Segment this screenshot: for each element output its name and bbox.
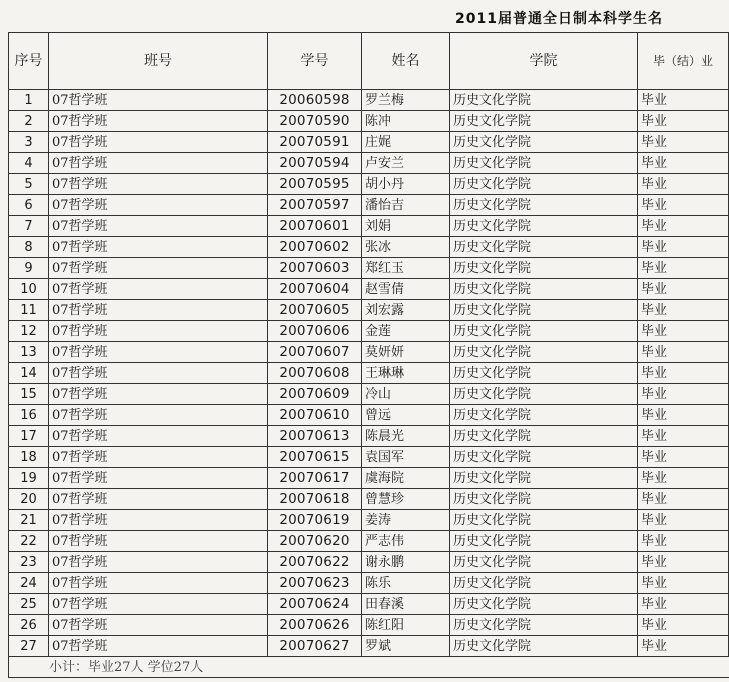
cell-seq: 21 [9, 510, 49, 531]
cell-status: 毕业 [638, 531, 729, 552]
cell-class: 07哲学班 [49, 594, 268, 615]
cell-name: 袁国军 [362, 447, 450, 468]
cell-student-id: 20070597 [268, 195, 362, 216]
cell-status: 毕业 [638, 384, 729, 405]
cell-seq: 7 [9, 216, 49, 237]
cell-class: 07哲学班 [49, 216, 268, 237]
cell-class: 07哲学班 [49, 573, 268, 594]
cell-class: 07哲学班 [49, 258, 268, 279]
table-row [9, 153, 729, 174]
cell-seq: 12 [9, 321, 49, 342]
cell-status: 毕业 [638, 363, 729, 384]
table-row [9, 321, 729, 342]
cell-status: 毕业 [638, 468, 729, 489]
cell-name: 陈乐 [362, 573, 450, 594]
cell-college: 历史文化学院 [450, 468, 638, 489]
cell-status: 毕业 [638, 510, 729, 531]
cell-college: 历史文化学院 [450, 279, 638, 300]
table-row [9, 237, 729, 258]
cell-seq: 4 [9, 153, 49, 174]
cell-seq: 24 [9, 573, 49, 594]
cell-status: 毕业 [638, 90, 729, 111]
table-row [9, 510, 729, 531]
cell-name: 虞海院 [362, 468, 450, 489]
cell-class: 07哲学班 [49, 90, 268, 111]
table-body [9, 90, 729, 657]
cell-college: 历史文化学院 [450, 426, 638, 447]
cell-college: 历史文化学院 [450, 195, 638, 216]
cell-class: 07哲学班 [49, 636, 268, 657]
table-row [9, 384, 729, 405]
cell-class: 07哲学班 [49, 279, 268, 300]
cell-status: 毕业 [638, 636, 729, 657]
cell-name: 王琳琳 [362, 363, 450, 384]
cell-college: 历史文化学院 [450, 384, 638, 405]
cell-name: 谢永鹏 [362, 552, 450, 573]
cell-seq: 23 [9, 552, 49, 573]
cell-class: 07哲学班 [49, 300, 268, 321]
cell-status: 毕业 [638, 279, 729, 300]
table-row [9, 636, 729, 657]
cell-status: 毕业 [638, 573, 729, 594]
cell-college: 历史文化学院 [450, 531, 638, 552]
cell-class: 07哲学班 [49, 237, 268, 258]
header-college: 学院 [450, 33, 638, 90]
cell-class: 07哲学班 [49, 174, 268, 195]
cell-student-id: 20070615 [268, 447, 362, 468]
cell-name: 刘宏露 [362, 300, 450, 321]
cell-name: 赵雪倩 [362, 279, 450, 300]
cell-name: 田春溪 [362, 594, 450, 615]
table-row [9, 468, 729, 489]
cell-name: 曾远 [362, 405, 450, 426]
cell-status: 毕业 [638, 552, 729, 573]
table-header-row [9, 33, 729, 90]
cell-college: 历史文化学院 [450, 237, 638, 258]
cell-name: 刘娟 [362, 216, 450, 237]
cell-college: 历史文化学院 [450, 300, 638, 321]
cell-student-id: 20070613 [268, 426, 362, 447]
cell-seq: 9 [9, 258, 49, 279]
table-row [9, 216, 729, 237]
cell-student-id: 20070607 [268, 342, 362, 363]
cell-class: 07哲学班 [49, 384, 268, 405]
cell-college: 历史文化学院 [450, 594, 638, 615]
cell-student-id: 20070601 [268, 216, 362, 237]
cell-status: 毕业 [638, 174, 729, 195]
cell-status: 毕业 [638, 489, 729, 510]
header-graduation: 毕（结）业 [638, 33, 729, 90]
cell-college: 历史文化学院 [450, 636, 638, 657]
cell-seq: 6 [9, 195, 49, 216]
table-row [9, 111, 729, 132]
cell-status: 毕业 [638, 447, 729, 468]
cell-class: 07哲学班 [49, 405, 268, 426]
cell-student-id: 20070609 [268, 384, 362, 405]
cell-status: 毕业 [638, 111, 729, 132]
table-row [9, 258, 729, 279]
cell-student-id: 20070603 [268, 258, 362, 279]
cell-college: 历史文化学院 [450, 216, 638, 237]
cell-college: 历史文化学院 [450, 489, 638, 510]
table-row [9, 489, 729, 510]
cell-class: 07哲学班 [49, 342, 268, 363]
cell-class: 07哲学班 [49, 552, 268, 573]
cell-seq: 20 [9, 489, 49, 510]
cell-seq: 13 [9, 342, 49, 363]
cell-seq: 1 [9, 90, 49, 111]
cell-seq: 18 [9, 447, 49, 468]
cell-college: 历史文化学院 [450, 447, 638, 468]
cell-class: 07哲学班 [49, 489, 268, 510]
cell-class: 07哲学班 [49, 153, 268, 174]
cell-student-id: 20070622 [268, 552, 362, 573]
table-row [9, 426, 729, 447]
cell-college: 历史文化学院 [450, 615, 638, 636]
cell-student-id: 20070617 [268, 468, 362, 489]
cell-student-id: 20070608 [268, 363, 362, 384]
header-seq: 序号 [9, 33, 49, 90]
table-row [9, 573, 729, 594]
cell-college: 历史文化学院 [450, 573, 638, 594]
cell-student-id: 20070618 [268, 489, 362, 510]
cell-name: 庄娓 [362, 132, 450, 153]
cell-seq: 17 [9, 426, 49, 447]
cell-college: 历史文化学院 [450, 174, 638, 195]
cell-student-id: 20060598 [268, 90, 362, 111]
cell-name: 张冰 [362, 237, 450, 258]
graduate-list-sheet [8, 32, 728, 678]
cell-class: 07哲学班 [49, 531, 268, 552]
subtotal-text: 小计：毕业27人 学位27人 [9, 657, 729, 678]
cell-status: 毕业 [638, 405, 729, 426]
cell-status: 毕业 [638, 426, 729, 447]
cell-college: 历史文化学院 [450, 258, 638, 279]
cell-seq: 19 [9, 468, 49, 489]
cell-status: 毕业 [638, 342, 729, 363]
cell-student-id: 20070623 [268, 573, 362, 594]
cell-status: 毕业 [638, 195, 729, 216]
cell-college: 历史文化学院 [450, 342, 638, 363]
cell-class: 07哲学班 [49, 468, 268, 489]
cell-college: 历史文化学院 [450, 111, 638, 132]
cell-class: 07哲学班 [49, 447, 268, 468]
table-row [9, 342, 729, 363]
cell-student-id: 20070591 [268, 132, 362, 153]
table-row [9, 447, 729, 468]
cell-student-id: 20070627 [268, 636, 362, 657]
cell-seq: 2 [9, 111, 49, 132]
cell-college: 历史文化学院 [450, 510, 638, 531]
header-name: 姓名 [362, 33, 450, 90]
cell-student-id: 20070605 [268, 300, 362, 321]
cell-name: 潘怡吉 [362, 195, 450, 216]
cell-status: 毕业 [638, 300, 729, 321]
cell-name: 陈冲 [362, 111, 450, 132]
cell-college: 历史文化学院 [450, 90, 638, 111]
cell-status: 毕业 [638, 594, 729, 615]
cell-status: 毕业 [638, 153, 729, 174]
cell-class: 07哲学班 [49, 510, 268, 531]
cell-student-id: 20070594 [268, 153, 362, 174]
cell-college: 历史文化学院 [450, 132, 638, 153]
table-row [9, 300, 729, 321]
graduate-table [8, 32, 729, 678]
cell-name: 罗斌 [362, 636, 450, 657]
table-row [9, 615, 729, 636]
cell-status: 毕业 [638, 321, 729, 342]
table-row [9, 279, 729, 300]
table-row [9, 195, 729, 216]
cell-seq: 3 [9, 132, 49, 153]
cell-seq: 10 [9, 279, 49, 300]
header-student-id: 学号 [268, 33, 362, 90]
cell-seq: 26 [9, 615, 49, 636]
cell-name: 胡小丹 [362, 174, 450, 195]
cell-class: 07哲学班 [49, 111, 268, 132]
cell-student-id: 20070590 [268, 111, 362, 132]
table-row [9, 132, 729, 153]
cell-college: 历史文化学院 [450, 405, 638, 426]
cell-status: 毕业 [638, 216, 729, 237]
cell-name: 陈晨光 [362, 426, 450, 447]
cell-name: 罗兰梅 [362, 90, 450, 111]
cell-name: 严志伟 [362, 531, 450, 552]
cell-class: 07哲学班 [49, 363, 268, 384]
cell-class: 07哲学班 [49, 321, 268, 342]
subtotal-row [9, 657, 729, 678]
cell-college: 历史文化学院 [450, 321, 638, 342]
cell-class: 07哲学班 [49, 426, 268, 447]
cell-name: 陈红阳 [362, 615, 450, 636]
cell-status: 毕业 [638, 237, 729, 258]
cell-seq: 27 [9, 636, 49, 657]
cell-status: 毕业 [638, 258, 729, 279]
cell-seq: 25 [9, 594, 49, 615]
cell-class: 07哲学班 [49, 195, 268, 216]
cell-seq: 15 [9, 384, 49, 405]
cell-class: 07哲学班 [49, 132, 268, 153]
cell-seq: 22 [9, 531, 49, 552]
cell-college: 历史文化学院 [450, 153, 638, 174]
cell-seq: 5 [9, 174, 49, 195]
cell-college: 历史文化学院 [450, 552, 638, 573]
cell-name: 郑红玉 [362, 258, 450, 279]
cell-seq: 14 [9, 363, 49, 384]
cell-college: 历史文化学院 [450, 363, 638, 384]
cell-seq: 11 [9, 300, 49, 321]
table-row [9, 594, 729, 615]
cell-name: 卢安兰 [362, 153, 450, 174]
cell-student-id: 20070610 [268, 405, 362, 426]
cell-student-id: 20070626 [268, 615, 362, 636]
cell-student-id: 20070602 [268, 237, 362, 258]
cell-status: 毕业 [638, 615, 729, 636]
cell-student-id: 20070620 [268, 531, 362, 552]
cell-student-id: 20070595 [268, 174, 362, 195]
document-title: 2011届普通全日制本科学生名 [455, 11, 663, 27]
cell-student-id: 20070624 [268, 594, 362, 615]
cell-name: 金莲 [362, 321, 450, 342]
cell-name: 曾慧珍 [362, 489, 450, 510]
table-row [9, 174, 729, 195]
cell-name: 姜涛 [362, 510, 450, 531]
cell-name: 冷山 [362, 384, 450, 405]
cell-status: 毕业 [638, 132, 729, 153]
table-row [9, 90, 729, 111]
cell-student-id: 20070604 [268, 279, 362, 300]
table-row [9, 405, 729, 426]
cell-class: 07哲学班 [49, 615, 268, 636]
cell-student-id: 20070606 [268, 321, 362, 342]
table-row [9, 531, 729, 552]
cell-seq: 16 [9, 405, 49, 426]
cell-seq: 8 [9, 237, 49, 258]
cell-name: 莫妍妍 [362, 342, 450, 363]
table-row [9, 363, 729, 384]
cell-student-id: 20070619 [268, 510, 362, 531]
table-row [9, 552, 729, 573]
header-class: 班号 [49, 33, 268, 90]
